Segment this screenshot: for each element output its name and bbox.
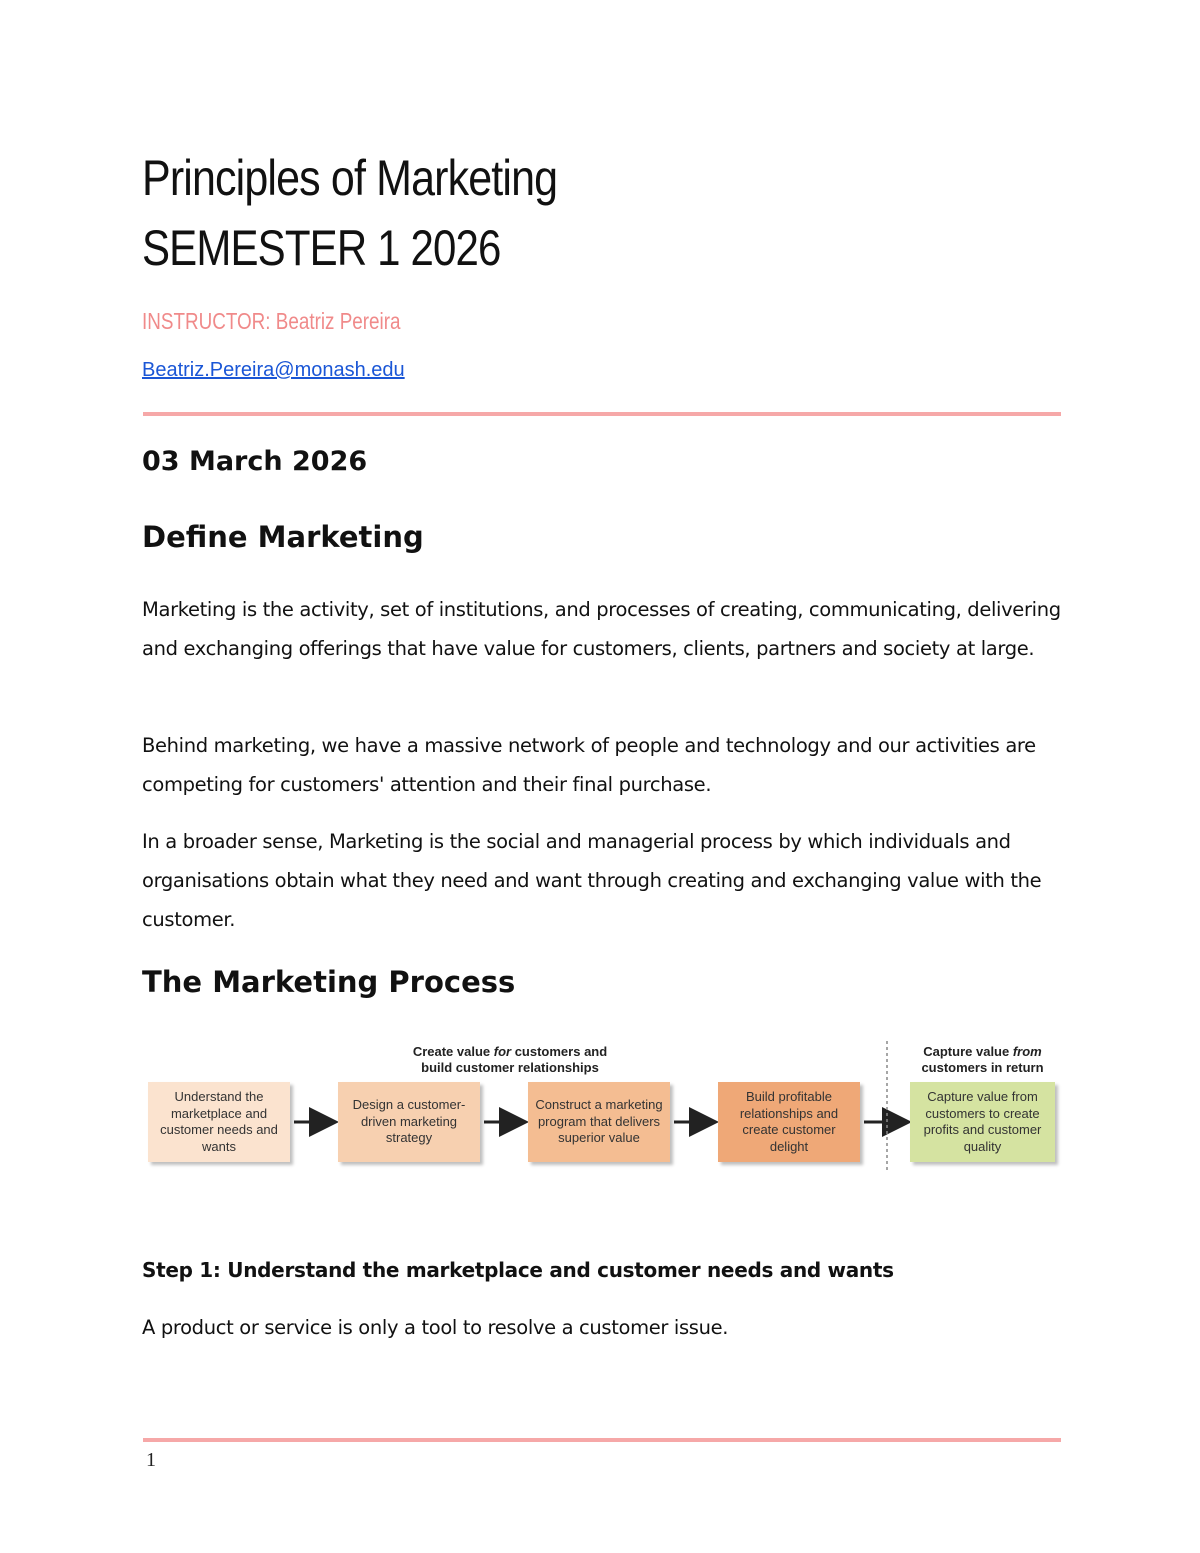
step-1-text: A product or service is only a tool to resolve a customer issue. bbox=[142, 1316, 729, 1339]
page-title: Principles of Marketing bbox=[142, 150, 558, 206]
lecture-date: 03 March 2026 bbox=[142, 446, 368, 477]
page-number: 1 bbox=[146, 1449, 156, 1471]
marketing-process-diagram bbox=[140, 1035, 1065, 1180]
header-divider bbox=[143, 412, 1061, 416]
define-marketing-heading: Define Marketing bbox=[142, 520, 424, 554]
marketing-process-heading: The Marketing Process bbox=[142, 965, 516, 999]
footer-divider bbox=[143, 1438, 1061, 1442]
process-box-1: Understand the marketplace and customer needs and wants bbox=[148, 1082, 290, 1162]
process-box-2: Design a customer-driven marketing strategy bbox=[338, 1082, 480, 1162]
instructor-line: INSTRUCTOR: Beatriz Pereira bbox=[142, 308, 401, 334]
process-box-4: Build profitable relationships and create customer delight bbox=[718, 1082, 860, 1162]
create-value-label: Create value for customers and build customer relationships bbox=[412, 1044, 608, 1075]
define-paragraph-2: Behind marketing, we have a massive network of people and technology and our activities are competing for customers' attention and their final purchase. bbox=[142, 734, 1036, 796]
capture-value-label: Capture value from customers in return bbox=[921, 1044, 1044, 1075]
process-box-5: Capture value from customers to create profits and customer quality bbox=[910, 1082, 1055, 1162]
define-paragraph-3: In a broader sense, Marketing is the social and managerial process by which individuals and organisations obtain what they need and want through creating and exchanging value with the customer. bbox=[142, 830, 1042, 931]
instructor-email-link[interactable]: Beatriz.Pereira@monash.edu bbox=[142, 359, 405, 381]
page-subtitle: SEMESTER 1 2026 bbox=[142, 220, 501, 276]
step-1-heading: Step 1: Understand the marketplace and customer needs and wants bbox=[142, 1258, 894, 1282]
process-box-3: Construct a marketing program that delivers superior value bbox=[528, 1082, 670, 1162]
define-paragraph-1: Marketing is the activity, set of institutions, and processes of creating, communicating, delivering and exchanging offerings that have value for customers, clients, partners and society at large. bbox=[142, 598, 1061, 660]
